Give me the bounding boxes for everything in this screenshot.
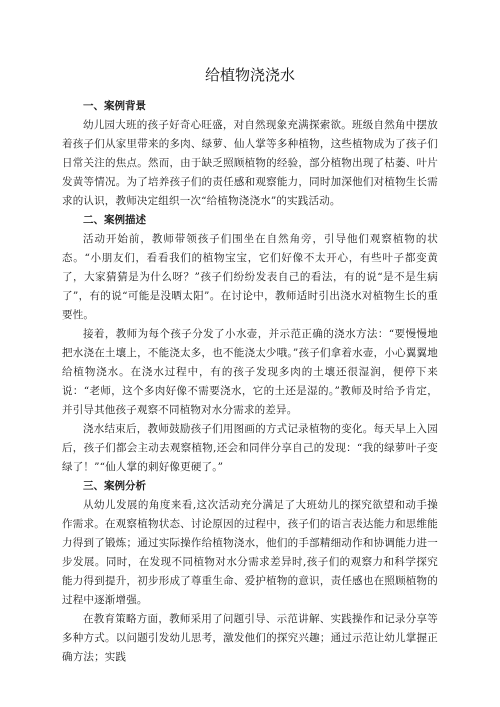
paragraph: 活动开始前，教师带领孩子们围坐在自然角旁，引导他们观察植物的状态。“小朋友们，看看我们的植物宝宝，它们好像不太开心，有些叶子都变黄了，大家猜猜是为什么呀？”孩子们纷纷发表自己的看法，有的说“是不是生病了”，有的说“可能是没晒太阳”。在讨论中，教师适时引出浇水对植物生长的重要性。 xyxy=(62,233,438,321)
document-page xyxy=(62,55,438,667)
paragraph: 在教育策略方面，教师采用了问题引导、示范讲解、实践操作和记录分享等多种方式。以问题引发幼儿思考，激发他们的探究兴趣；通过示范让幼儿掌握正确方法；实践 xyxy=(62,613,438,663)
section-background xyxy=(62,97,438,211)
document-title: 给植物浇浇水 xyxy=(204,66,295,84)
section-description xyxy=(62,211,438,477)
paragraph: 浇水结束后，教师鼓励孩子们用图画的方式记录植物的变化。每天早上入园后，孩子们都会主动去观察植物,还会和同伴分享自己的发现：“我的绿萝叶子变绿了！”“仙人掌的刺好像更硬了。” xyxy=(62,423,438,473)
paragraph: 从幼儿发展的角度来看,这次活动充分满足了大班幼儿的探究欲望和动手操作需求。在观察植物状态、讨论原因的过程中，孩子们的语言表达能力和思维能力得到了锻炼；通过实际操作给植物浇水，他们的手部精细动作和协调能力进一步发展。同时，在发现不同植物对水分需求差异时,孩子们的观察力和科学探究能力得到提升，初步形成了尊重生命、爱护植物的意识，责任感也在照顾植物的过程中逐渐增强。 xyxy=(62,499,438,606)
paragraph: 幼儿园大班的孩子好奇心旺盛，对自然现象充满探索欲。班级自然角中摆放着孩子们从家里带来的多肉、绿萝、仙人掌等多种植物，这些植物成为了孩子们日常关注的焦点。然而，由于缺乏照顾植物的经验，部分植物出现了枯萎、叶片发黄等情况。为了培养孩子们的责任感和观察能力，同时加深他们对植物生长需求的认识，教师决定组织一次“给植物浇浇水”的实践活动。 xyxy=(62,119,438,207)
paragraph: 接着，教师为每个孩子分发了小水壶，并示范正确的浇水方法：“要慢慢地把水浇在土壤上，不能浇太多，也不能浇太少哦。”孩子们拿着水壶，小心翼翼地给植物浇水。在浇水过程中，有的孩子发现多肉的土壤还很湿润，便停下来说：“老师，这个多肉好像不需要浇水，它的土还是湿的。”教师及时给予肯定，并引导其他孩子观察不同植物对水分需求的差异。 xyxy=(62,328,438,416)
section-analysis xyxy=(62,477,438,667)
section-heading: 二、案例描述 xyxy=(83,214,146,226)
section-heading: 一、案例背景 xyxy=(83,100,146,112)
section-heading: 三、案例分析 xyxy=(83,480,146,492)
